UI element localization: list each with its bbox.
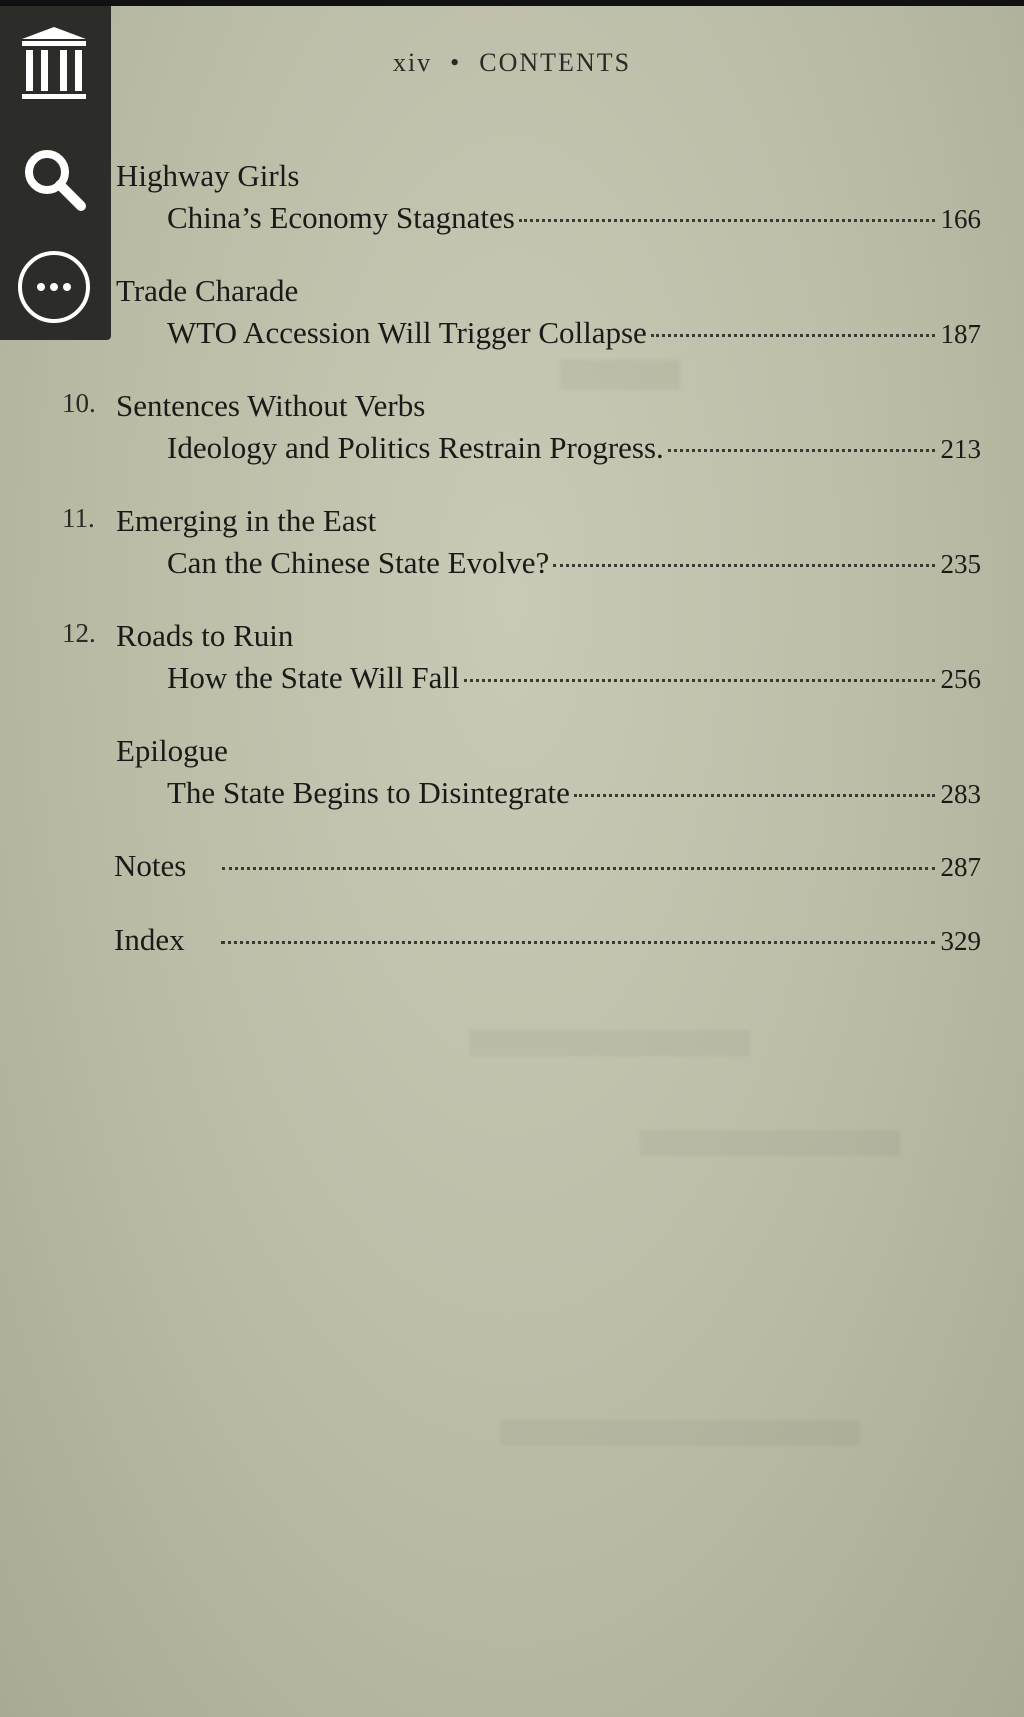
chapter-subtitle: How the State Will Fall [167, 660, 460, 695]
running-head [0, 48, 1024, 78]
page-number: 213 [940, 434, 981, 464]
chapter-subtitle-line [167, 545, 981, 585]
chapter-number: 12. [62, 618, 96, 648]
chapter-number: 11. [62, 503, 95, 533]
chapter-subtitle: WTO Accession Will Trigger Collapse [167, 315, 647, 350]
chapter-subtitle-line [167, 315, 981, 355]
bleed-through-mark [560, 360, 680, 390]
chapter-title: Trade Charade [116, 273, 299, 308]
search-icon [21, 146, 87, 212]
chapter-subtitle-line [167, 430, 981, 470]
chapter-number: 10. [62, 388, 96, 418]
library-button[interactable] [14, 24, 94, 104]
epilogue-subtitle: The State Begins to Disintegrate [167, 775, 570, 810]
index-label: Index [114, 922, 185, 957]
page-number: 187 [940, 319, 981, 349]
chapter-title: Emerging in the East [116, 503, 377, 538]
bleed-through-mark [470, 1030, 750, 1056]
dot-leader [519, 219, 935, 222]
epilogue-title: Epilogue [116, 733, 228, 768]
notes-label: Notes [114, 848, 187, 883]
epilogue-subtitle-line [167, 775, 981, 815]
page-number: 283 [940, 779, 981, 809]
chapter-subtitle-line [167, 200, 981, 240]
dot-leader [553, 564, 934, 567]
page-number: 166 [940, 204, 981, 234]
chapter-title: Sentences Without Verbs [116, 388, 426, 423]
running-head-section: CONTENTS [479, 48, 632, 77]
more-options-icon [16, 249, 92, 325]
chapter-title: Roads to Ruin [116, 618, 294, 653]
dot-leader [668, 449, 935, 452]
dot-leader [222, 867, 934, 870]
dot-leader [221, 941, 935, 944]
running-head-bullet: • [450, 48, 462, 77]
bleed-through-mark [640, 1130, 900, 1156]
reader-toolbar [0, 6, 111, 340]
search-button[interactable] [14, 139, 94, 219]
page-number: 287 [940, 852, 981, 882]
status-strip [0, 0, 1024, 6]
chapter-subtitle: China’s Economy Stagnates [167, 200, 515, 235]
folio: xiv [392, 48, 433, 77]
page-number: 235 [940, 549, 981, 579]
dot-leader [651, 334, 935, 337]
toc-entry-notes[interactable] [114, 848, 981, 888]
dot-leader [464, 679, 935, 682]
chapter-subtitle: Can the Chinese State Evolve? [167, 545, 550, 580]
chapter-subtitle: Ideology and Politics Restrain Progress. [167, 430, 664, 465]
chapter-title: Highway Girls [116, 158, 300, 193]
chapter-subtitle-line [167, 660, 981, 700]
bleed-through-mark [500, 1420, 860, 1446]
library-icon [18, 25, 90, 103]
toc-entry-index[interactable] [114, 922, 981, 962]
more-options-button[interactable] [14, 247, 94, 327]
page-number: 256 [940, 664, 981, 694]
page-number: 329 [940, 926, 981, 956]
dot-leader [574, 794, 935, 797]
